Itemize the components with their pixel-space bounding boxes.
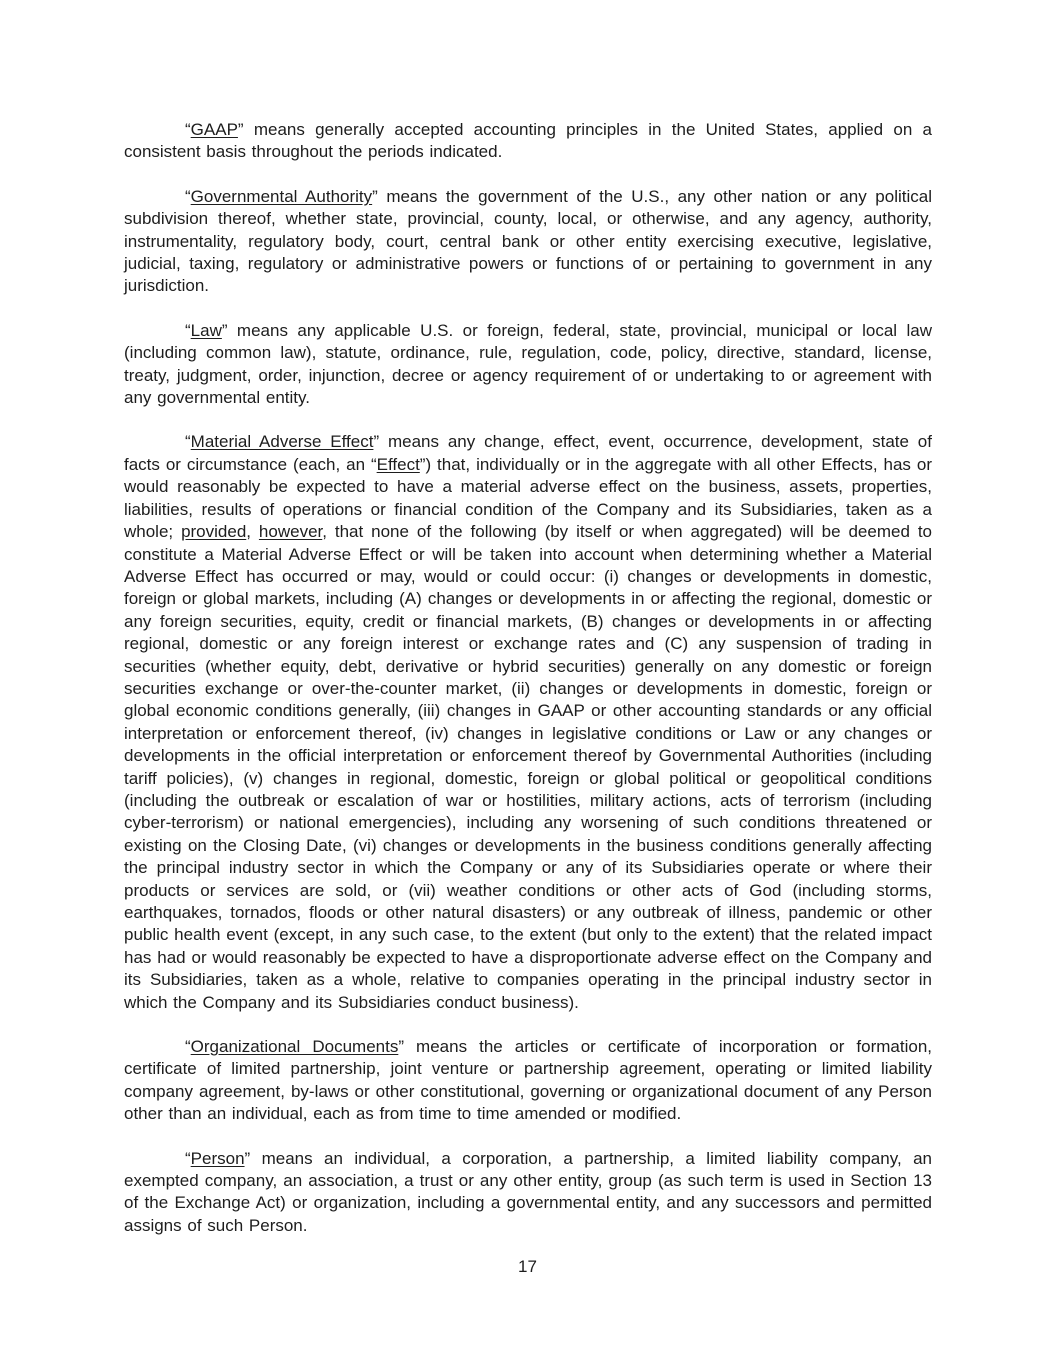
definition-text: “ xyxy=(185,320,191,340)
defined-term: Person xyxy=(190,1148,245,1168)
definition-text: “ xyxy=(185,186,191,206)
definition-person xyxy=(124,1148,932,1238)
definition-text: ” means an individual, a corporation, a partnership, a limited liability company, an exempted company, an association, a trust or any other entity, group (as such term is used in Section 13 of the Exchange Act) or organization, including a governmental entity, and any successors and permitted assigns of such Person. xyxy=(124,1148,932,1235)
definitions-section xyxy=(124,119,932,1259)
defined-term: however xyxy=(258,522,323,542)
defined-term: Material Adverse Effect xyxy=(190,432,374,452)
definition-text: ” means any change, effect, event, occurrence, development, state of facts or circumstance (each, an “ xyxy=(124,432,932,474)
definition-text: “ xyxy=(185,432,191,452)
definition-text: “ xyxy=(185,1148,191,1168)
definition-text: “ xyxy=(185,120,191,139)
definition-material-adverse-effect xyxy=(124,431,932,1014)
definition-organizational-documents xyxy=(124,1036,932,1126)
definition-governmental-authority xyxy=(124,186,932,298)
defined-term: provided xyxy=(181,522,247,542)
definition-text: ” means generally accepted accounting principles in the United States, applied on a consistent basis throughout the periods indicated. xyxy=(124,120,932,162)
definition-text: ” means the government of the U.S., any other nation or any political subdivision thereof, whether state, provincial, county, local, or otherwise, and any agency, authority, instrumentality, regulatory body, court, central bank or other entity exercising executive, legislative, judicial, taxing, regulatory or administrative powers or functions of or pertaining to government in any jurisdiction. xyxy=(124,186,932,296)
definition-text: ” means any applicable U.S. or foreign, federal, state, provincial, municipal or local law (including common law), statute, ordinance, rule, regulation, code, policy, directive, standard, license, treaty, judgment, order, injunction, decree or agency requirement of or undertaking to or agreement with any governmental entity. xyxy=(124,320,932,408)
defined-term: GAAP xyxy=(190,120,238,139)
definition-text: , that none of the following (by itself or when aggregated) will be deemed to constitute a Material Adverse Effect or will be taken into account when determining whether a Material Adverse Effect has occurred or may, would or could occur: (i) changes or developments in domestic, foreign or global markets, including (A) changes or developments in or affecting the regional, domestic or any foreign securities, equity, credit or financial markets, (B) changes or developments in or affecting regional, domestic or any foreign interest or exchange rates and (C) any suspension of trading in securities (whether equity, debt, derivative or hybrid securities) generally on any domestic or foreign securities exchange or over-the-counter market, (ii) changes or developments in domestic, foreign or global economic conditions generally, (iii) changes in GAAP or other accounting standards or any official interpretation or enforcement thereof, (iv) changes in legislative conditions or Law or any changes or developments in the official interpretation or enforcement thereof by Governmental Authorities (including tariff policies), (v) changes in regional, domestic, foreign or global political or geopolitical conditions (including the outbreak or escalation of war or hostilities, military actions, acts of terrorism (including cyber-terrorism) or national emergencies), including any worsening of such conditions threatened or existing on the Closing Date, (vi) changes or developments in the business conditions generally affecting the principal industry sector in which the Company or any of its Subsidiaries operate or where their products or services are sold, or (vii) weather conditions or other acts of God (including storms, earthquakes, tornados, floods or other natural disasters) or any outbreak of illness, pandemic or other public health event (except, in any such case, to the extent (but only to the extent) that the related impact has had or would reasonably be expected to have a disproportionate adverse effect on the Company and its Subsidiaries, taken as a whole, relative to companies operating in the principal industry sector in which the Company and its Subsidiaries conduct business). xyxy=(124,522,932,1012)
definition-text: ”) that, individually or in the aggregate with all other Effects, has or would reasonably be expected to have a material adverse effect on the business, assets, properties, liabilities, results of operations or financial condition of the Company and its Subsidiaries, taken as a whole; xyxy=(124,454,932,542)
definition-text: ” means the articles or certificate of incorporation or formation, certificate of limited partnership, joint venture or partnership agreement, operating or limited liability company agreement, by-laws or other constitutional, governing or organizational document of any Person other than an individual, each as from time to time amended or modified. xyxy=(124,1037,932,1124)
definition-text: , xyxy=(246,522,259,542)
defined-term: Effect xyxy=(376,454,420,474)
defined-term: Law xyxy=(190,320,222,340)
definition-law xyxy=(124,320,932,410)
defined-term: Organizational Documents xyxy=(190,1037,399,1057)
defined-term: Governmental Authority xyxy=(190,186,373,206)
definition-gaap xyxy=(124,119,932,164)
definition-text: “ xyxy=(185,1037,191,1057)
page-number: 17 xyxy=(518,1257,537,1276)
